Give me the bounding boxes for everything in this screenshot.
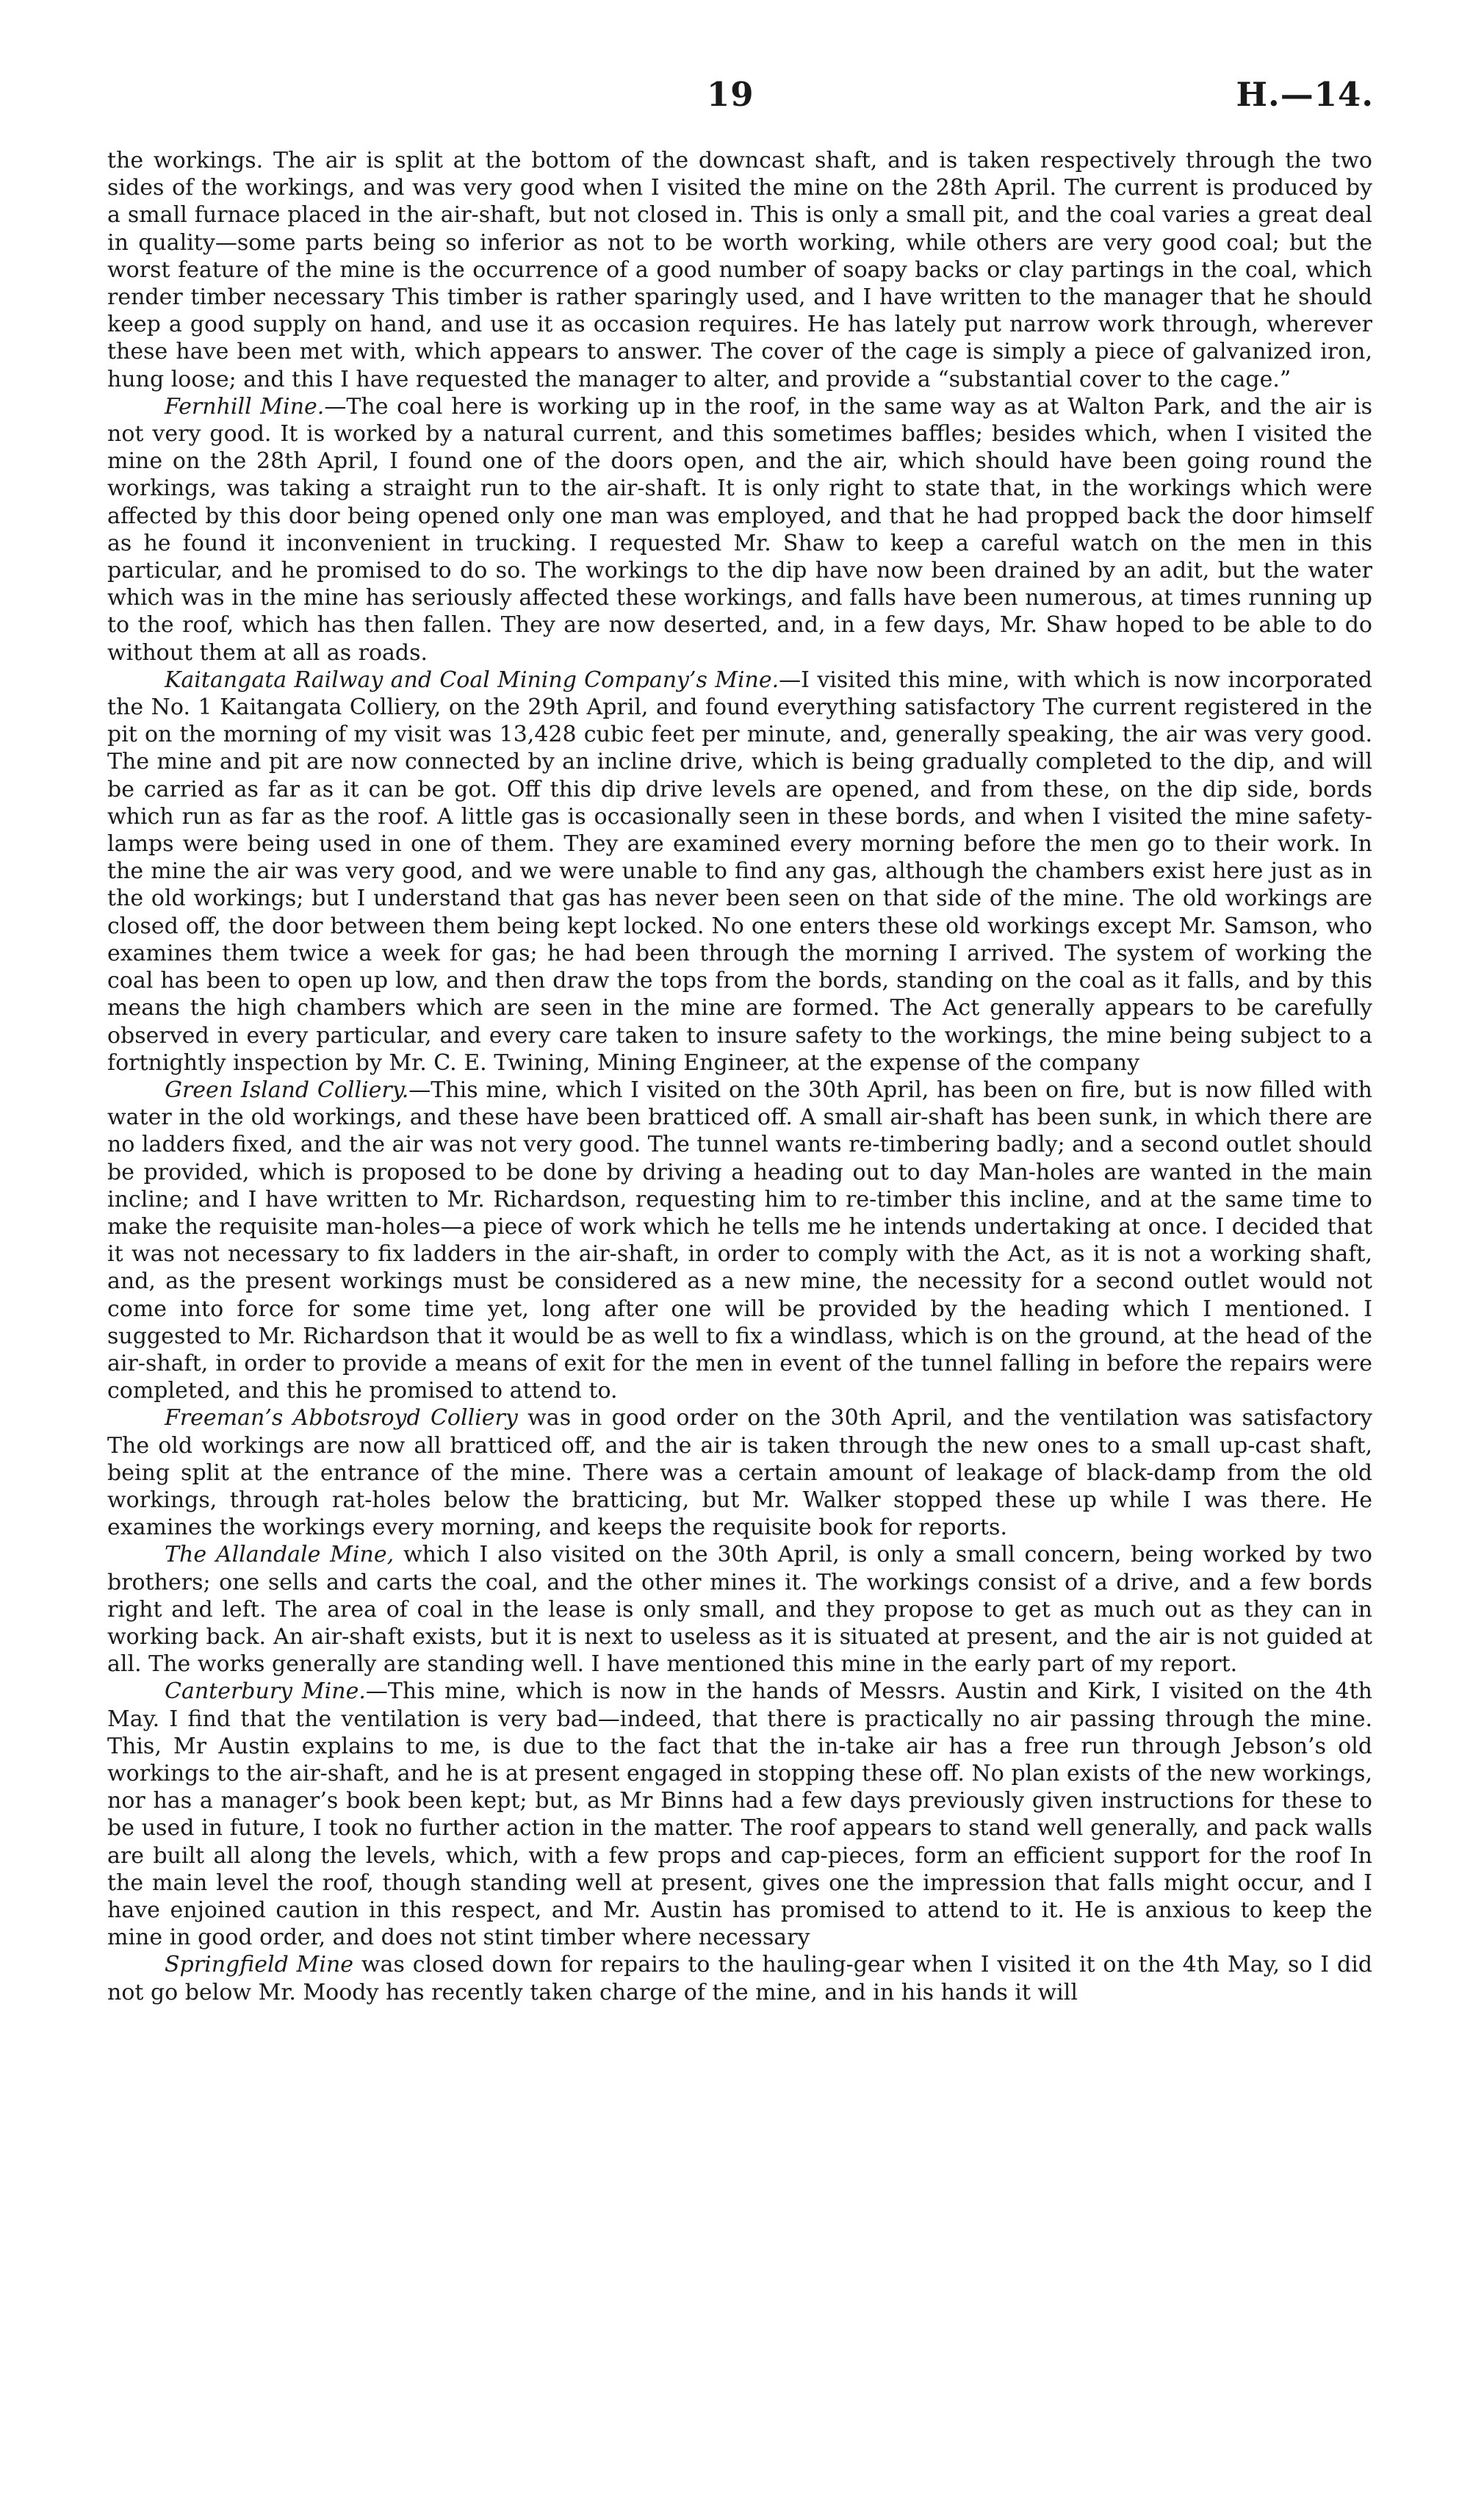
paragraph-lead: Freeman’s Abbotsroyd Colliery bbox=[165, 1405, 518, 1432]
page-number: 19 bbox=[707, 75, 754, 114]
paragraph-lead: Kaitangata Railway and Coal Mining Company’s Mine. bbox=[165, 667, 779, 693]
paragraph-text: —I visited this mine, with which is now incorporated the No. 1 Kaitangata Colliery, on the 29th April, and found everything satisfactory The current registered in the pit on the morning of my visit was 13,428 cubic feet per minute, and, generally speaking, the air was very good. The mine and pit are now connected by an incline drive, which is being gradually completed to the dip, and will be carried as far as it can be got. Off this dip drive levels are opened, and from these, on the dip side, bords which run as far as the roof. A little gas is occasionally seen in these bords, and when I visited the mine safety-lamps were being used in one of them. They are examined every morning before the men go to their work. In the mine the air was very good, and we were unable to find any gas, although the chambers exist here just as in the old workings; but I understand that gas has never been seen on that side of the mine. The old workings are closed off, the door between them being kept locked. No one enters these old workings except Mr. Samson, who examines them twice a week for gas; he had been through the morning I arrived. The system of working the coal has been to open up low, and then draw the tops from the bords, standing on the coal as it falls, and by this means the high chambers which are seen in the mine are formed. The Act generally appears to be carefully observed in every particular, and every care taken to insure safety to the workings, the mine being subject to a fortnightly inspection by Mr. C. E. Twining, Mining Engineer, at the expense of the company bbox=[107, 667, 1372, 1076]
paragraph-springfield-mine bbox=[107, 1951, 1372, 2005]
paragraph-allandale-mine bbox=[107, 1541, 1372, 1678]
body-text bbox=[107, 147, 1372, 2006]
document-reference: H.—14. bbox=[1236, 75, 1374, 114]
paragraph-continued bbox=[107, 147, 1372, 393]
paragraph-text: which I also visited on the 30th April, is only a small concern, being worked by two brothers; one sells and carts the coal, and the other mines it. The workings consist of a drive, and a few bords right and left. The area of coal in the lease is only small, and they propose to get as much out as they can in working back. An air-shaft exists, but it is next to useless as it is situated at present, and the air is not guided at all. The works generally are standing well. I have mentioned this mine in the early part of my report. bbox=[107, 1542, 1372, 1678]
paragraph-lead: Canterbury Mine. bbox=[165, 1678, 366, 1705]
paragraph-canterbury-mine bbox=[107, 1678, 1372, 1951]
paragraph-text: the workings. The air is split at the bottom of the downcast shaft, and is taken respectively through the two sides of the workings, and was very good when I visited the mine on the 28th April. The current is produced by a small furnace placed in the air-shaft, but not closed in. This is only a small pit, and the coal varies a great deal in quality—some parts being so inferior as not to be worth working, while others are very good coal; but the worst feature of the mine is the occurrence of a good number of soapy backs or clay partings in the coal, which render timber necessary This timber is rather sparingly used, and I have written to the manager that he should keep a good supply on hand, and use it as occasion requires. He has lately put narrow work through, wherever these have been met with, which appears to answer. The cover of the cage is simply a piece of galvanized iron, hung loose; and this I have requested the manager to alter, and provide a “substantial cover to the cage.” bbox=[107, 148, 1372, 392]
paragraph-text: —This mine, which is now in the hands of Messrs. Austin and Kirk, I visited on the 4th May. I find that the ventilation is very bad—indeed, that there is practically no air passing through the mine. This, Mr Austin explains to me, is due to the fact that the in-take air has a free run through Jebson’s old workings to the air-shaft, and he is at present engaged in stopping these off. No plan exists of the new workings, nor has a manager’s book been kept; but, as Mr Binns had a few days previously given instructions for these to be used in future, I took no further action in the matter. The roof appears to stand well generally, and pack walls are built all along the levels, which, with a few props and cap-pieces, form an efficient support for the roof In the main level the roof, though standing well at present, gives one the impression that falls might occur, and I have enjoined caution in this respect, and Mr. Austin has promised to attend to it. He is anxious to keep the mine in good order, and does not stint timber where necessary bbox=[107, 1678, 1372, 1951]
paragraph-green-island-colliery bbox=[107, 1077, 1372, 1404]
paragraph-lead: Fernhill Mine. bbox=[165, 393, 325, 420]
paragraph-fernhill-mine bbox=[107, 393, 1372, 667]
paragraph-lead: The Allandale Mine, bbox=[165, 1542, 395, 1568]
paragraph-lead: Springfield Mine bbox=[165, 1952, 354, 1978]
paragraph-text: was in good order on the 30th April, and the ventilation was satisfactory The old workings are now all bratticed off, and the air is taken through the new ones to a small up-cast shaft, being split at the entrance of the mine. There was a certain amount of leakage of black-damp from the old workings, through rat-holes below the bratticing, but Mr. Walker stopped these up while I was there. He examines the workings every morning, and keeps the requisite book for reports. bbox=[107, 1405, 1372, 1541]
paragraph-text: was closed down for repairs to the hauling-gear when I visited it on the 4th May, so I did not go below Mr. Moody has recently taken charge of the mine, and in his hands it will bbox=[107, 1952, 1373, 2005]
paragraph-kaitangata-mine bbox=[107, 667, 1372, 1077]
paragraph-text: —This mine, which I visited on the 30th April, has been on fire, but is now filled with water in the old workings, and these have been bratticed off. A small air-shaft has been sunk, in which there are no ladders fixed, and the air was not very good. The tunnel wants re-timbering badly; and a second outlet should be provided, which is proposed to be done by driving a heading out to day Man-holes are wanted in the main incline; and I have written to Mr. Richardson, requesting him to re-timber this incline, and at the same time to make the requisite man-holes—a piece of work which he tells me he intends undertaking at once. I decided that it was not necessary to fix ladders in the air-shaft, in order to comply with the Act, as it is not a working shaft, and, as the present workings must be considered as a new mine, the necessity for a second outlet would not come into force for some time yet, long after one will be provided by the heading which I mentioned. I suggested to Mr. Richardson that it would be as well to fix a windlass, which is on the ground, at the head of the air-shaft, in order to provide a means of exit for the men in event of the tunnel falling in before the repairs were completed, and this he promised to attend to. bbox=[107, 1077, 1372, 1404]
paragraph-text: —The coal here is working up in the roof, in the same way as at Walton Park, and the air is not very good. It is worked by a natural current, and this sometimes baffles; besides which, when I visited the mine on the 28th April, I found one of the doors open, and the air, which should have been going round the workings, was taking a straight run to the air-shaft. It is only right to state that, in the workings which were affected by this door being opened only one man was employed, and that he had propped back the door himself as he found it inconvenient in trucking. I requested Mr. Shaw to keep a careful watch on the men in this particular, and he promised to do so. The workings to the dip have now been drained by an adit, but the water which was in the mine has seriously affected these workings, and falls have been numerous, at times running up to the roof, which has then fallen. They are now deserted, and, in a few days, Mr. Shaw hoped to be able to do without them at all as roads. bbox=[107, 393, 1373, 666]
paragraph-abbotsroyd-colliery bbox=[107, 1404, 1372, 1541]
paragraph-lead: Green Island Colliery. bbox=[165, 1077, 409, 1103]
